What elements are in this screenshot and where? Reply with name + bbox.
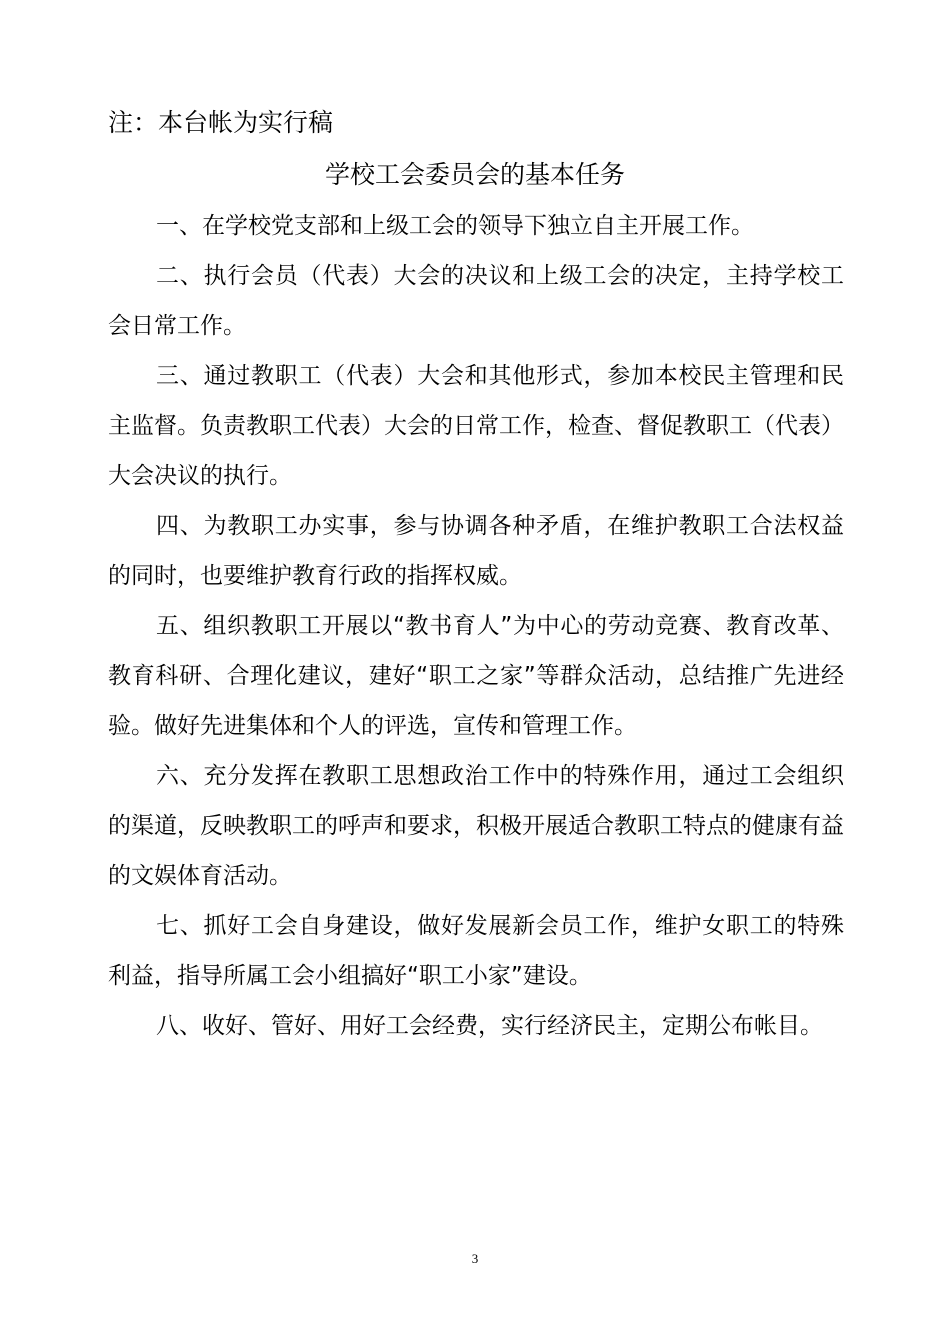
- task-paragraph-8: 八、收好、管好、用好工会经费，实行经济民主，定期公布帐目。: [156, 1013, 823, 1039]
- task-list: [108, 201, 844, 1051]
- draft-note: 注：本台帐为实行稿: [108, 108, 334, 137]
- page-number: 3: [471, 1251, 479, 1266]
- task-paragraph-6: 六、充分发挥在教职工思想政治工作中的特殊作用，通过工会组织的渠道，反映教职工的呼声和要求，积极开展适合教职工特点的健康有益的文娱体育活动。: [108, 763, 844, 889]
- task-paragraph-2: 二、执行会员（代表）大会的决议和上级工会的决定，主持学校工会日常工作。: [108, 263, 844, 339]
- task-paragraph-4: 四、为教职工办实事，参与协调各种矛盾，在维护教职工合法权益的同时，也要维护教育行政的指挥权威。: [108, 513, 844, 589]
- task-paragraph-7: 七、抓好工会自身建设，做好发展新会员工作，维护女职工的特殊利益，指导所属工会小组搞好“职工小家”建设。: [108, 913, 844, 989]
- task-paragraph-3: 三、通过教职工（代表）大会和其他形式，参加本校民主管理和民主监督。负责教职工代表）大会的日常工作，检查、督促教职工（代表）大会决议的执行。: [108, 363, 844, 489]
- task-paragraph-1: 一、在学校党支部和上级工会的领导下独立自主开展工作。: [156, 213, 754, 239]
- document-title: 学校工会委员会的基本任务: [324, 160, 625, 189]
- task-paragraph-5: 五、组织教职工开展以“教书育人”为中心的劳动竞赛、教育改革、教育科研、合理化建议，建好“职工之家”等群众活动，总结推广先进经验。做好先进集体和个人的评选，宣传和管理工作。: [108, 613, 844, 739]
